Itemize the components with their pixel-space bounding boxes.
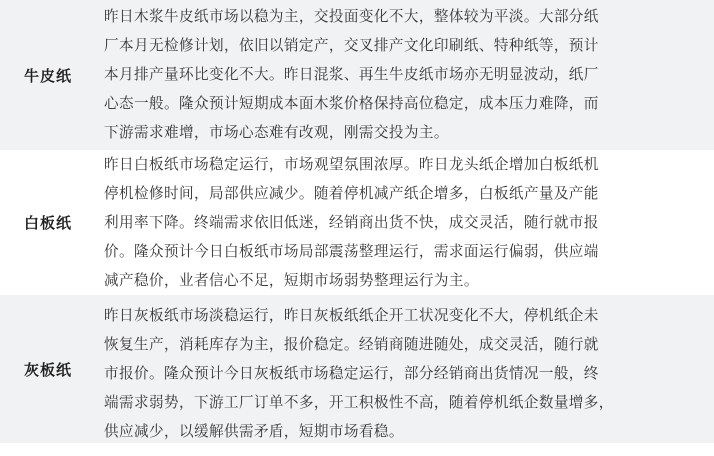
row-label-cell	[0, 0, 96, 150]
row-label: 灰板纸	[23, 360, 72, 379]
description-line: 供应减少，以缓解供需矛盾，短期市场看稳。	[104, 423, 404, 440]
description-line: 市报价。隆众预计今日灰板纸市场稳定运行，部分经销商出货情况一般，终	[104, 365, 599, 382]
description-line: 利用率下降。终端需求依旧低迷，经销商出货不快，成交灵活，随行就市报	[104, 214, 599, 231]
row-label-cell	[0, 150, 96, 295]
description-line: 昨日木浆牛皮纸市场以稳为主，交投面变化不大，整体较为平淡。大部分纸	[104, 8, 599, 25]
description-line: 价。隆众预计今日白板纸市场局部震荡整理运行，需求面运行偏弱，供应端	[104, 243, 599, 260]
row-description	[96, 295, 714, 443]
description-line: 本月排产量环比变化不大。昨日混浆、再生牛皮纸市场亦无明显波动，纸厂	[104, 66, 599, 83]
description-line: 恢复生产，消耗库存为主，报价稳定。经销商随进随处，成交灵活，随行就	[104, 336, 599, 353]
row-description	[96, 150, 714, 295]
table-row-empty	[0, 443, 714, 456]
row-description	[96, 0, 714, 150]
description-line: 端需求弱势，下游工厂订单不多，开工积极性不高，随着停机纸企数量增多，	[104, 394, 614, 411]
row-label: 白板纸	[23, 214, 72, 232]
description-line: 下游需求难增，市场心态难有改观，刚需交投为主。	[104, 124, 449, 141]
table-row-grey-board	[0, 295, 714, 443]
row-label-cell	[0, 295, 96, 443]
table-row-kraft-paper	[0, 0, 714, 150]
row-label: 牛皮纸	[23, 66, 72, 85]
description-line: 心态一般。隆众预计短期成本面木浆价格保持高位稳定，成本压力难降，而	[104, 95, 599, 112]
description-line: 减产稳价，业者信心不足，短期市场弱势整理运行为主。	[104, 272, 479, 289]
table-row-white-board	[0, 150, 714, 295]
description-line: 昨日灰板纸市场淡稳运行，昨日灰板纸纸企开工状况变化不大，停机纸企未	[104, 307, 599, 324]
description-line: 厂本月无检修计划，依旧以销定产，交叉排产文化印刷纸、特种纸等，预计	[104, 37, 599, 54]
description-line: 停机检修时间，局部供应减少。随着停机减产纸企增多，白板纸产量及产能	[104, 185, 599, 202]
description-line: 昨日白板纸市场稳定运行，市场观望氛围浓厚。昨日龙头纸企增加白板纸机	[104, 156, 599, 173]
